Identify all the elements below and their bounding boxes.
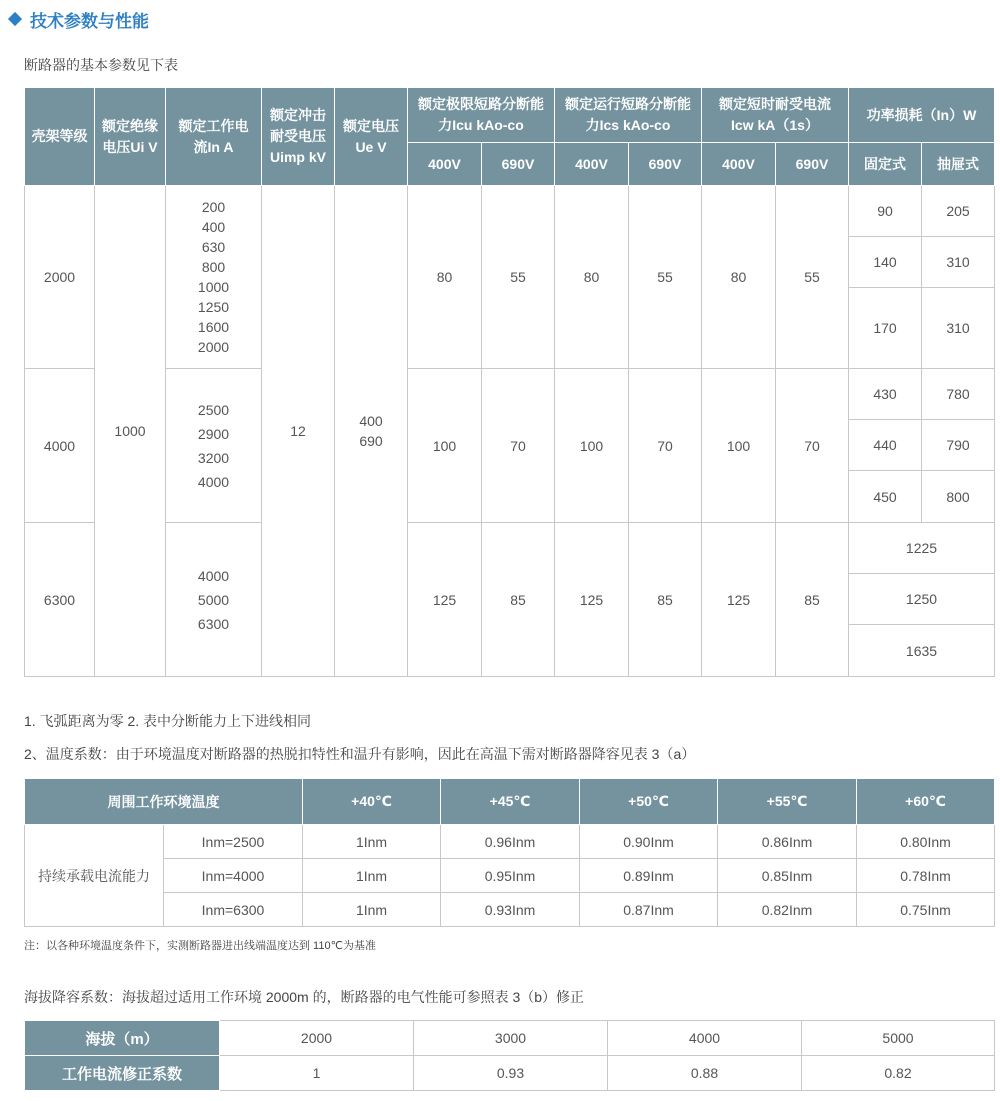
- header-in: 额定工作电 流In A: [166, 88, 262, 186]
- inm-2500: Inm=2500: [164, 825, 303, 859]
- value-4000-60: 0.78Inm: [857, 859, 995, 893]
- in-values-2000: 200 400 630 800 1000 1250 1600 2000: [166, 186, 262, 369]
- header-power: 功率损耗（In）W: [849, 88, 995, 143]
- icw690-4000: 70: [776, 369, 849, 523]
- power-drawout-4000-3: 800: [922, 471, 995, 523]
- power-fixed-2000-3: 170: [849, 288, 922, 369]
- header-current-factor: 工作电流修正系数: [25, 1056, 220, 1091]
- power-6300-3: 1635: [849, 625, 995, 677]
- icw400-2000: 80: [702, 186, 776, 369]
- header-icu-690v: 690V: [482, 143, 555, 186]
- frame-2000: 2000: [25, 186, 95, 369]
- power-fixed-4000-1: 430: [849, 369, 922, 420]
- value-2500-50: 0.90Inm: [580, 825, 718, 859]
- ics400-4000: 100: [555, 369, 629, 523]
- table3-caption: 海拔降容系数：海拔超过适用工作环境 2000m 的，断路器的电气性能可参照表 3（b）修正: [24, 989, 585, 1005]
- value-2500-40: 1Inm: [303, 825, 441, 859]
- icw400-4000: 100: [702, 369, 776, 523]
- ics690-6300: 85: [629, 523, 702, 677]
- altitude-derating-table: [24, 1020, 995, 1091]
- value-4000-55: 0.85Inm: [718, 859, 857, 893]
- notes-line2: 2、温度系数：由于环境温度对断路器的热脱扣特性和温升有影响，因此在高温下需对断路器降容见表 3（a）: [24, 746, 696, 762]
- value-4000-50: 0.89Inm: [580, 859, 718, 893]
- value-2500-45: 0.96Inm: [441, 825, 580, 859]
- power-drawout-2000-1: 205: [922, 186, 995, 237]
- frame-6300: 6300: [25, 523, 95, 677]
- power-fixed-2000-2: 140: [849, 237, 922, 288]
- power-fixed-4000-2: 440: [849, 420, 922, 471]
- icu400-4000: 100: [408, 369, 482, 523]
- header-uimp: 额定冲击 耐受电压 Uimp kV: [262, 88, 335, 186]
- factor-3000: 0.93: [414, 1056, 608, 1091]
- ics400-6300: 125: [555, 523, 629, 677]
- header-temp-45: +45℃: [441, 779, 580, 825]
- value-4000-45: 0.95Inm: [441, 859, 580, 893]
- ui-value: 1000: [95, 186, 166, 677]
- factor-4000: 0.88: [608, 1056, 802, 1091]
- temperature-derating-table: [24, 778, 995, 927]
- table1-caption: 断路器的基本参数见下表: [24, 57, 178, 73]
- basic-parameters-table: [24, 87, 995, 677]
- header-ambient-temp: 周围工作环境温度: [25, 779, 303, 825]
- header-ics-400v: 400V: [555, 143, 629, 186]
- ics690-2000: 55: [629, 186, 702, 369]
- icw690-2000: 55: [776, 186, 849, 369]
- factor-5000: 0.82: [802, 1056, 995, 1091]
- value-6300-60: 0.75Inm: [857, 893, 995, 927]
- header-icu: 额定极限短路分断能 力Icu kAo-co: [408, 88, 555, 143]
- altitude-4000: 4000: [608, 1021, 802, 1056]
- ue-values: 400 690: [335, 186, 408, 677]
- header-ics: 额定运行短路分断能 力Ics kAo-co: [555, 88, 702, 143]
- header-ui: 额定绝缘 电压Ui V: [95, 88, 166, 186]
- inm-4000: Inm=4000: [164, 859, 303, 893]
- header-ics-690v: 690V: [629, 143, 702, 186]
- icu690-2000: 55: [482, 186, 555, 369]
- icu400-6300: 125: [408, 523, 482, 677]
- power-fixed-2000-1: 90: [849, 186, 922, 237]
- header-frame: 壳架等级: [25, 88, 95, 186]
- header-icw-690v: 690V: [776, 143, 849, 186]
- altitude-5000: 5000: [802, 1021, 995, 1056]
- ics400-2000: 80: [555, 186, 629, 369]
- in-values-4000: 2500 2900 3200 4000: [166, 369, 262, 523]
- header-temp-50: +50℃: [580, 779, 718, 825]
- altitude-2000: 2000: [220, 1021, 414, 1056]
- section-title-text: 技术参数与性能: [30, 11, 149, 31]
- icu690-4000: 70: [482, 369, 555, 523]
- header-icw: 额定短时耐受电流 Icw kA（1s）: [702, 88, 849, 143]
- header-ue: 额定电压 Ue V: [335, 88, 408, 186]
- table2-note: 注：以各种环境温度条件下，实测断路器进出线端温度达到 110℃为基准: [24, 940, 376, 952]
- icw400-6300: 125: [702, 523, 776, 677]
- value-4000-40: 1Inm: [303, 859, 441, 893]
- header-altitude: 海拔（m）: [25, 1021, 220, 1056]
- inm-6300: Inm=6300: [164, 893, 303, 927]
- power-fixed-4000-3: 450: [849, 471, 922, 523]
- uimp-value: 12: [262, 186, 335, 677]
- frame-4000: 4000: [25, 369, 95, 523]
- section-title: [8, 6, 149, 32]
- ics690-4000: 70: [629, 369, 702, 523]
- header-temp-60: +60℃: [857, 779, 995, 825]
- icu400-2000: 80: [408, 186, 482, 369]
- power-drawout-4000-2: 790: [922, 420, 995, 471]
- header-icu-400v: 400V: [408, 143, 482, 186]
- in-values-6300: 4000 5000 6300: [166, 523, 262, 677]
- value-2500-60: 0.80Inm: [857, 825, 995, 859]
- value-6300-50: 0.87Inm: [580, 893, 718, 927]
- altitude-3000: 3000: [414, 1021, 608, 1056]
- value-2500-55: 0.86Inm: [718, 825, 857, 859]
- power-drawout-2000-3: 310: [922, 288, 995, 369]
- header-temp-55: +55℃: [718, 779, 857, 825]
- notes-line1: 1. 飞弧距离为零 2. 表中分断能力上下进线相同: [24, 713, 312, 729]
- value-6300-40: 1Inm: [303, 893, 441, 927]
- header-temp-40: +40℃: [303, 779, 441, 825]
- value-6300-45: 0.93Inm: [441, 893, 580, 927]
- power-drawout-4000-1: 780: [922, 369, 995, 420]
- power-6300-1: 1225: [849, 523, 995, 574]
- power-drawout-2000-2: 310: [922, 237, 995, 288]
- icw690-6300: 85: [776, 523, 849, 677]
- diamond-bullet-icon: [8, 12, 22, 26]
- factor-2000: 1: [220, 1056, 414, 1091]
- value-6300-55: 0.82Inm: [718, 893, 857, 927]
- power-6300-2: 1250: [849, 574, 995, 625]
- header-drawout: 抽屉式: [922, 143, 995, 186]
- header-fixed: 固定式: [849, 143, 922, 186]
- row-label-current-capacity: 持续承载电流能力: [25, 825, 164, 927]
- icu690-6300: 85: [482, 523, 555, 677]
- header-icw-400v: 400V: [702, 143, 776, 186]
